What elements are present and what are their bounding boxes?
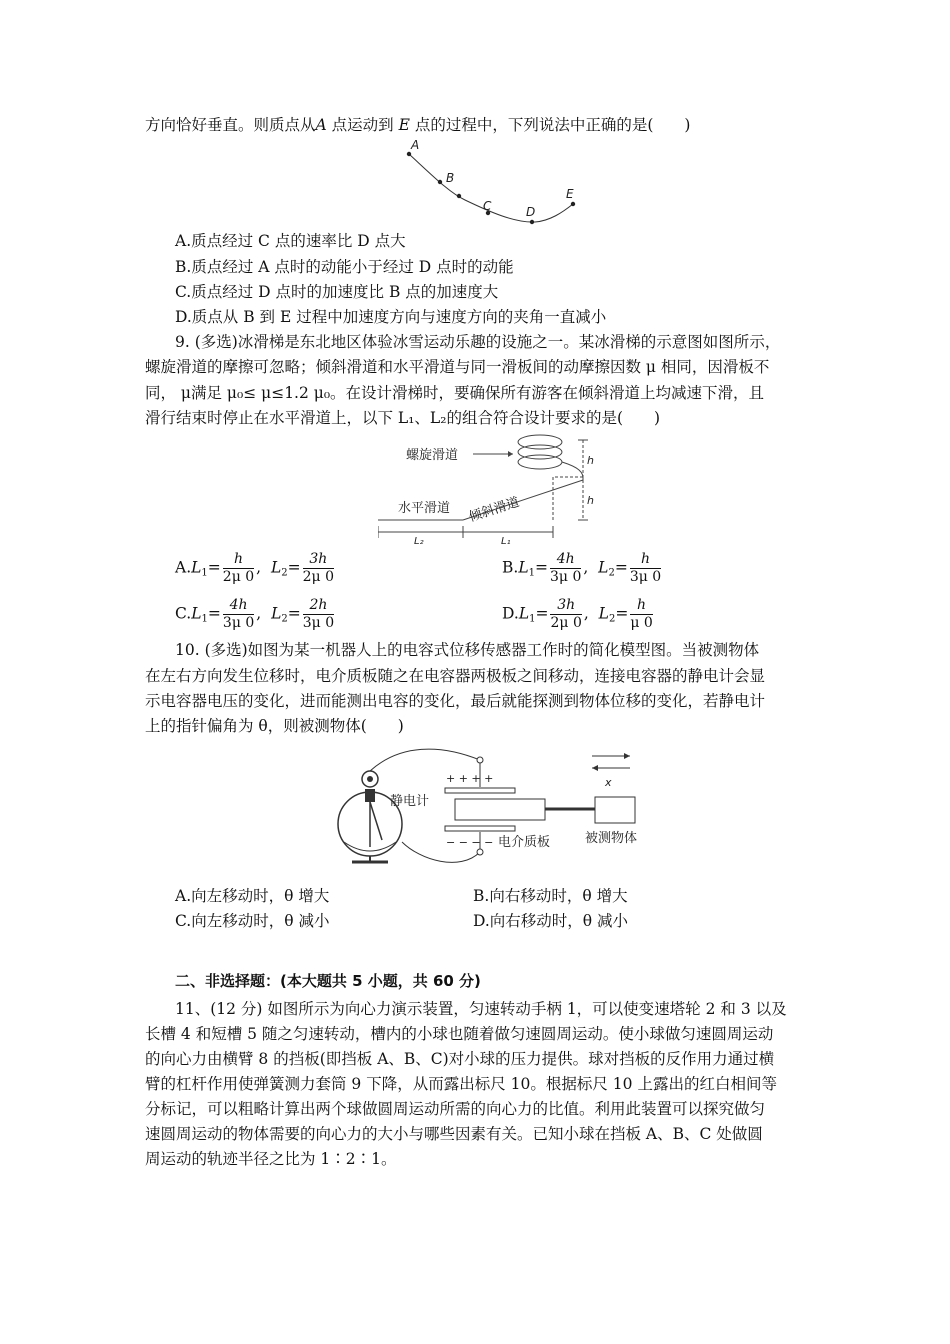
label-a: A — [411, 138, 420, 152]
q10-option-c: C.向左移动时，θ 减小 — [175, 912, 330, 930]
q9-option-d: $D.L_1=$ $\frac{3h}{2\mu 0}$ , $L_2=$ $\frac{h}{\mu 0}$ — [502, 597, 653, 631]
electrometer-label: 静电计 — [390, 794, 430, 809]
label-d: D — [526, 205, 536, 219]
q9b-d1: 3μ 0 — [550, 569, 582, 585]
q11-line-5: 分标记，可以粗略计算出两个球做圆周运动所需的向心力的比值。利用此装置可以探究做匀 — [145, 1100, 766, 1118]
q10-line-4: 上的指针偏角为 θ，则被测物体( ) — [145, 717, 404, 735]
q8-stem-mid1: 点运动到 — [326, 116, 399, 134]
q9-line-4: 滑行结束时停止在水平滑道上，以下 L₁、L₂的组合符合设计要求的是( ) — [145, 409, 661, 427]
q9c-n2: 2h — [303, 597, 334, 615]
label-b: B — [446, 171, 455, 185]
q9-option-a: $A.L_1=$ $\frac{h}{2\mu 0}$ , $L_2=$ $\frac{3h}{2\mu 0}$ — [175, 551, 334, 585]
h-label-bottom: h — [587, 494, 594, 507]
q9b-d2: 3μ 0 — [629, 569, 662, 585]
q10-line-1: 10. (多选)如图为某一机器人上的电容式位移传感器工作时的简化模型图。当被测物体 — [175, 641, 760, 659]
label-e: E — [566, 187, 574, 201]
q10-option-a: A.向左移动时，θ 增大 — [175, 887, 330, 905]
q9-line-1: 9. (多选)冰滑梯是东北地区体验冰雪运动乐趣的设施之一。某冰滑梯的示意图如图所示， — [175, 333, 781, 351]
q11-line-1: 11、(12 分) 如图所示为向心力演示装置，匀速转动手柄 1，可以使变速塔轮 2 和 3 以及 — [175, 1000, 787, 1018]
q9d-n1: 3h — [550, 597, 581, 615]
q11-line-7: 周运动的轨迹半径之比为 1∶2∶1。 — [145, 1150, 397, 1168]
q9a-n2: 3h — [303, 551, 334, 569]
q9b-n2: h — [630, 551, 661, 569]
q8-trajectory-figure — [395, 138, 595, 233]
q8-point-a: A — [315, 116, 327, 134]
q9a-d1: 2μ 0 — [222, 569, 255, 585]
q9b-n1: 4h — [550, 551, 581, 569]
q9-line-2: 螺旋滑道的摩擦可忽略；倾斜滑道和水平滑道与同一滑板间的动摩擦因数 μ 相同，因滑板不 — [145, 358, 770, 376]
point-d-dot — [530, 220, 534, 224]
q9-option-c: $C.L_1=$ $\frac{4h}{3\mu 0}$ , $L_2=$ $\frac{2h}{3\mu 0}$ — [175, 597, 335, 631]
spiral-label: 螺旋滑道 — [406, 448, 459, 463]
q9d-d1: 2μ 0 — [550, 615, 582, 631]
q9c-d2: 3μ 0 — [302, 615, 335, 631]
q9c-d1: 3μ 0 — [222, 615, 255, 631]
plus-signs: + + + + — [446, 772, 494, 785]
point-mid-dot — [457, 194, 461, 198]
q9-line-3: 同， μ满足 μ₀≤ μ≤1.2 μ₀。在设计滑梯时，要确保所有游客在倾斜滑道上均减速下滑，且 — [145, 384, 765, 402]
q9d-d2: μ 0 — [630, 615, 653, 631]
q10-option-b: B.向右移动时，θ 增大 — [473, 887, 628, 905]
q11-line-3: 的向心力由横臂 8 的挡板(即挡板 A、B、C)对小球的压力提供。球对挡板的反作用力通过横 — [145, 1050, 775, 1068]
x-label: x — [605, 776, 612, 789]
point-e-dot — [571, 202, 575, 206]
dielectric-label: 电介质板 — [498, 835, 551, 850]
section-2-title: 二、非选择题：(本大题共 5 小题，共 60 分) — [175, 972, 481, 990]
q8-option-d: D.质点从 B 到 E 过程中加速度方向与速度方向的夹角一直减小 — [175, 308, 607, 326]
horizontal-label: 水平滑道 — [398, 501, 451, 516]
minus-signs: − − − − — [446, 836, 494, 849]
q9a-n1: h — [223, 551, 254, 569]
incline-label: 倾斜滑道 — [467, 494, 522, 526]
point-b-dot — [438, 180, 442, 184]
q11-line-2: 长槽 4 和短槽 5 随之匀速转动，槽内的小球也随着做匀速圆周运动。使小球做匀速圆周运动 — [145, 1025, 774, 1043]
q9a-d2: 2μ 0 — [302, 569, 334, 585]
l1-label: L₁ — [501, 536, 511, 547]
q8-option-c: C.质点经过 D 点时的加速度比 B 点的加速度大 — [175, 283, 499, 301]
q9c-n1: 4h — [223, 597, 254, 615]
q11-line-4: 臂的杠杆作用使弹簧测力套筒 9 下降，从而露出标尺 10。根据标尺 10 上露出的红白相间等 — [145, 1075, 777, 1093]
q10-line-3: 示电容器电压的变化，进而能测出电容的变化，最后就能探测到物体位移的变化，若静电计 — [145, 692, 766, 710]
q8-option-b: B.质点经过 A 点时的动能小于经过 D 点时的动能 — [175, 258, 514, 276]
q8-stem-mid2: 点的过程中，下列说法中正确的是( ) — [409, 116, 691, 134]
label-c: C — [483, 199, 492, 213]
q10-option-d: D.向右移动时，θ 减小 — [473, 912, 629, 930]
q11-line-6: 速圆周运动的物体需要的向心力的大小与哪些因素有关。已知小球在挡板 A、B、C 处做圆 — [145, 1125, 763, 1143]
l2-label: L₂ — [414, 536, 424, 547]
q8-point-e: E — [398, 116, 410, 134]
q8-stem-line — [145, 114, 690, 136]
point-a-dot — [407, 152, 411, 156]
q10-capacitor-figure — [330, 742, 665, 867]
q8-stem-text: 方向恰好垂直。则质点从 — [145, 116, 316, 134]
q9-slide-figure — [378, 432, 608, 548]
h-label-top: h — [587, 454, 594, 467]
q9d-n2: h — [630, 597, 652, 615]
q9-option-b: $B.L_1=$ $\frac{4h}{3\mu 0}$ , $L_2=$ $\frac{h}{3\mu 0}$ — [502, 551, 662, 585]
q8-option-a: A.质点经过 C 点的速率比 D 点大 — [175, 232, 406, 250]
q10-line-2: 在左右方向发生位移时，电介质板随之在电容器两极板之间移动，连接电容器的静电计会显 — [145, 667, 766, 685]
object-label: 被测物体 — [585, 831, 638, 846]
